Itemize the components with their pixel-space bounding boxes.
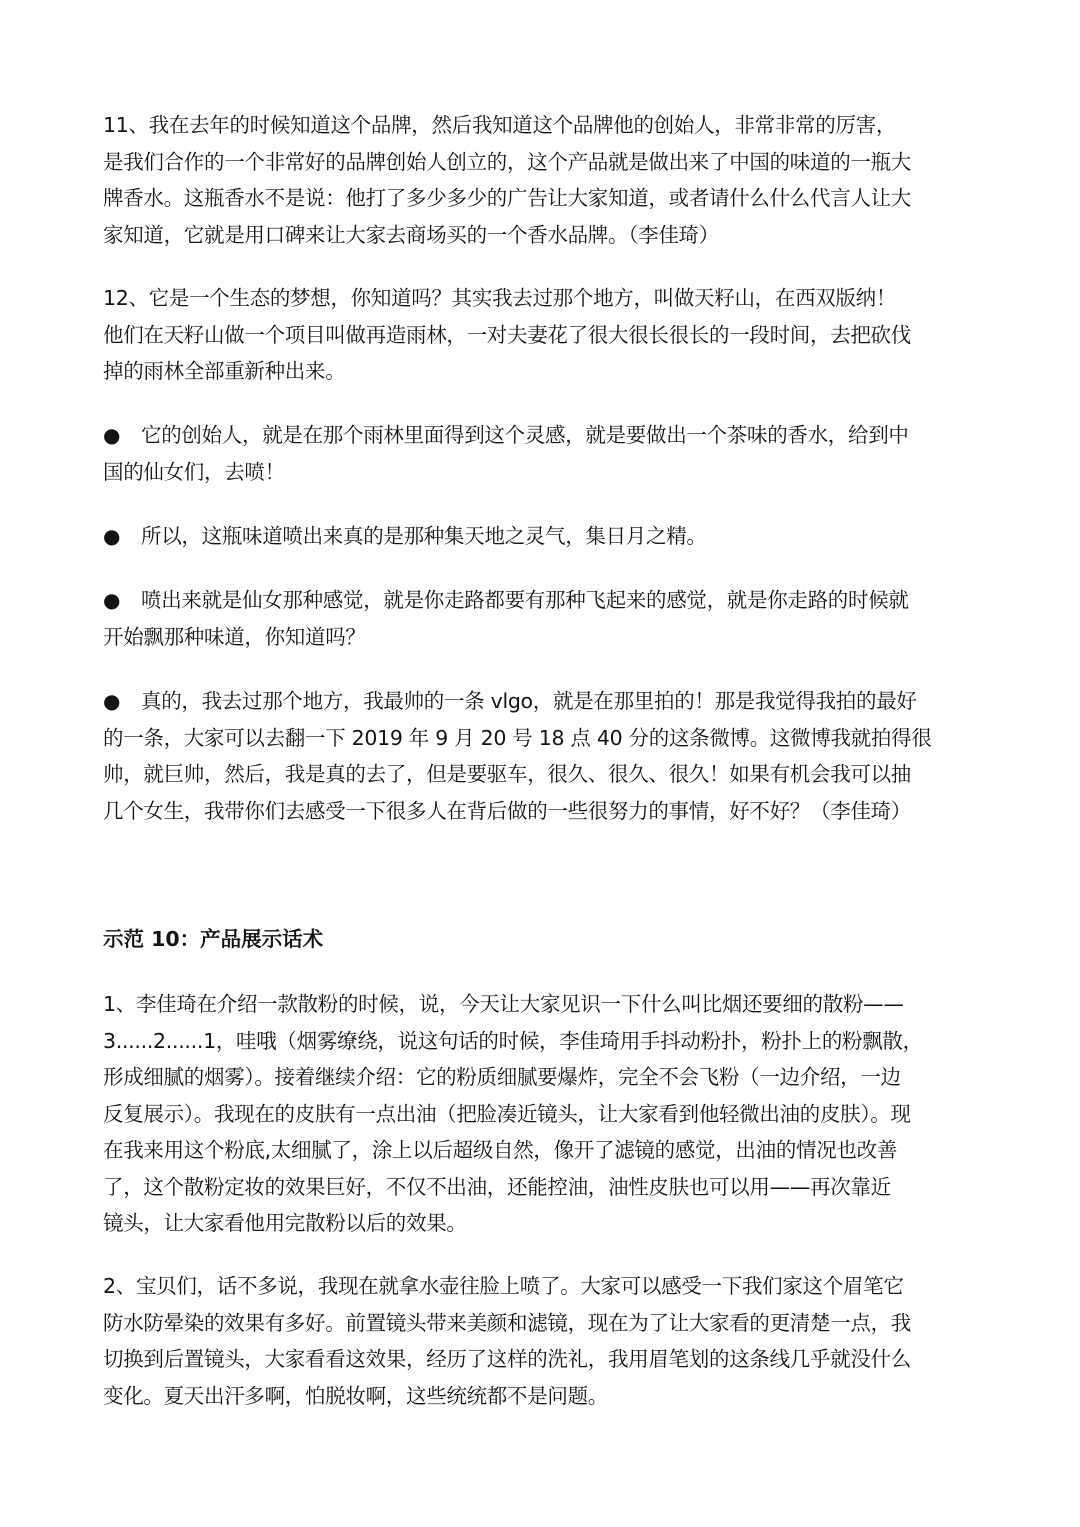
text-line: 切换到后置镜头，大家看看这效果，经历了这样的洗礼，我用眉笔划的这条线几乎就没什么 — [103, 1347, 911, 1371]
bullet-item — [103, 683, 983, 829]
text-line: 形成细腻的烟雾）。接着继续介绍：它的粉质细腻要爆炸，完全不会飞粉（一边介绍，一边 — [103, 1065, 901, 1089]
text-line: 国的仙女们，去喷！ — [103, 459, 285, 484]
text-line: 镜头，让大家看他用完散粉以后的效果。 — [103, 1211, 467, 1235]
text-line: 变化。夏天出汗多啊，怕脱妆啊，这些统统都不是问题。 — [103, 1383, 608, 1408]
text-line: 反复展示）。我现在的皮肤有一点出油（把脸凑近镜头，让大家看到他轻微出油的皮肤）。现 — [103, 1101, 911, 1126]
bullet-item — [103, 518, 983, 555]
text-line: 喷出来就是仙女那种感觉，就是你走路都要有那种飞起来的感觉，就是你走路的时候就 — [141, 588, 909, 612]
text-line: 他们在天籽山做一个项目叫做再造雨林，一对夫妻花了很大很长很长的一段时间，去把砍伐 — [103, 322, 911, 347]
paragraph-11 — [103, 107, 983, 253]
paragraph-12 — [103, 280, 983, 390]
text-line: 防水防晕染的效果有多好。前置镜头带来美颜和滤镜，现在为了让大家看的更清楚一点，我 — [103, 1310, 911, 1335]
text-line: 开始飘那种味道，你知道吗？ — [103, 624, 366, 649]
text-line: 1、李佳琦在介绍一款散粉的时候，说，今天让大家见识一下什么叫比烟还要细的散粉—— — [103, 992, 904, 1016]
text-line: 家知道，它就是用口碑来让大家去商场买的一个香水品牌。（李佳琦） — [103, 222, 719, 247]
text-line: 是我们合作的一个非常好的品牌创始人创立的，这个产品就是做出来了中国的味道的一瓶大 — [103, 149, 911, 174]
text-line: 它的创始人，就是在那个雨林里面得到这个灵感，就是要做出一个茶味的香水，给到中 — [141, 423, 909, 447]
text-line: 帅，就巨帅，然后，我是真的去了，但是要驱车，很久、很久、很久！如果有机会我可以抽 — [103, 762, 911, 786]
text-line: 2、宝贝们，话不多说，我现在就拿水壶往脸上喷了。大家可以感受一下我们家这个眉笔它 — [103, 1274, 904, 1298]
bullet-item — [103, 582, 983, 655]
bullet-icon: ● — [103, 689, 121, 713]
bullet-icon: ● — [103, 588, 121, 612]
text-line: 了，这个散粉定妆的效果巨好，不仅不出油，还能控油，油性皮肤也可以用——再次靠近 — [103, 1174, 891, 1199]
text-line: 12、它是一个生态的梦想，你知道吗？其实我去过那个地方，叫做天籽山，在西双版纳！ — [103, 286, 897, 310]
text-line: 掉的雨林全部重新种出来。 — [103, 359, 346, 383]
text-line: 真的，我去过那个地方，我最帅的一条 vlgo，就是在那里拍的！那是我觉得我拍的最好 — [141, 689, 917, 713]
text-line: 所以，这瓶味道喷出来真的是那种集天地之灵气，集日月之精。 — [141, 524, 707, 548]
text-line: 3......2......1，哇哦（烟雾缭绕，说这句话的时候，李佳琦用手抖动粉扑，粉扑上的粉飘散， — [103, 1028, 923, 1053]
text-line: 几个女生，我带你们去感受一下很多人在背后做的一些很努力的事情，好不好？（李佳琦） — [103, 798, 911, 823]
section-heading: 示范 10：产品展示话术 — [103, 927, 324, 951]
bullet-icon: ● — [103, 423, 121, 447]
section-paragraph-2 — [103, 1268, 983, 1414]
text-line: 的一条，大家可以去翻一下 2019 年 9 月 20 号 18 点 40 分的这条微博。这微博我就拍得很 — [103, 725, 932, 750]
text-line: 在我来用这个粉底,太细腻了，涂上以后超级自然，像开了滤镜的感觉，出油的情况也改善 — [103, 1138, 898, 1162]
bullet-item — [103, 417, 983, 490]
text-line: 牌香水。这瓶香水不是说：他打了多少多少的广告让大家知道，或者请什么什么代言人让大 — [103, 186, 911, 210]
section-paragraph-1 — [103, 986, 983, 1242]
bullet-icon: ● — [103, 524, 121, 548]
text-line: 11、我在去年的时候知道这个品牌，然后我知道这个品牌他的创始人，非常非常的厉害， — [103, 113, 897, 137]
